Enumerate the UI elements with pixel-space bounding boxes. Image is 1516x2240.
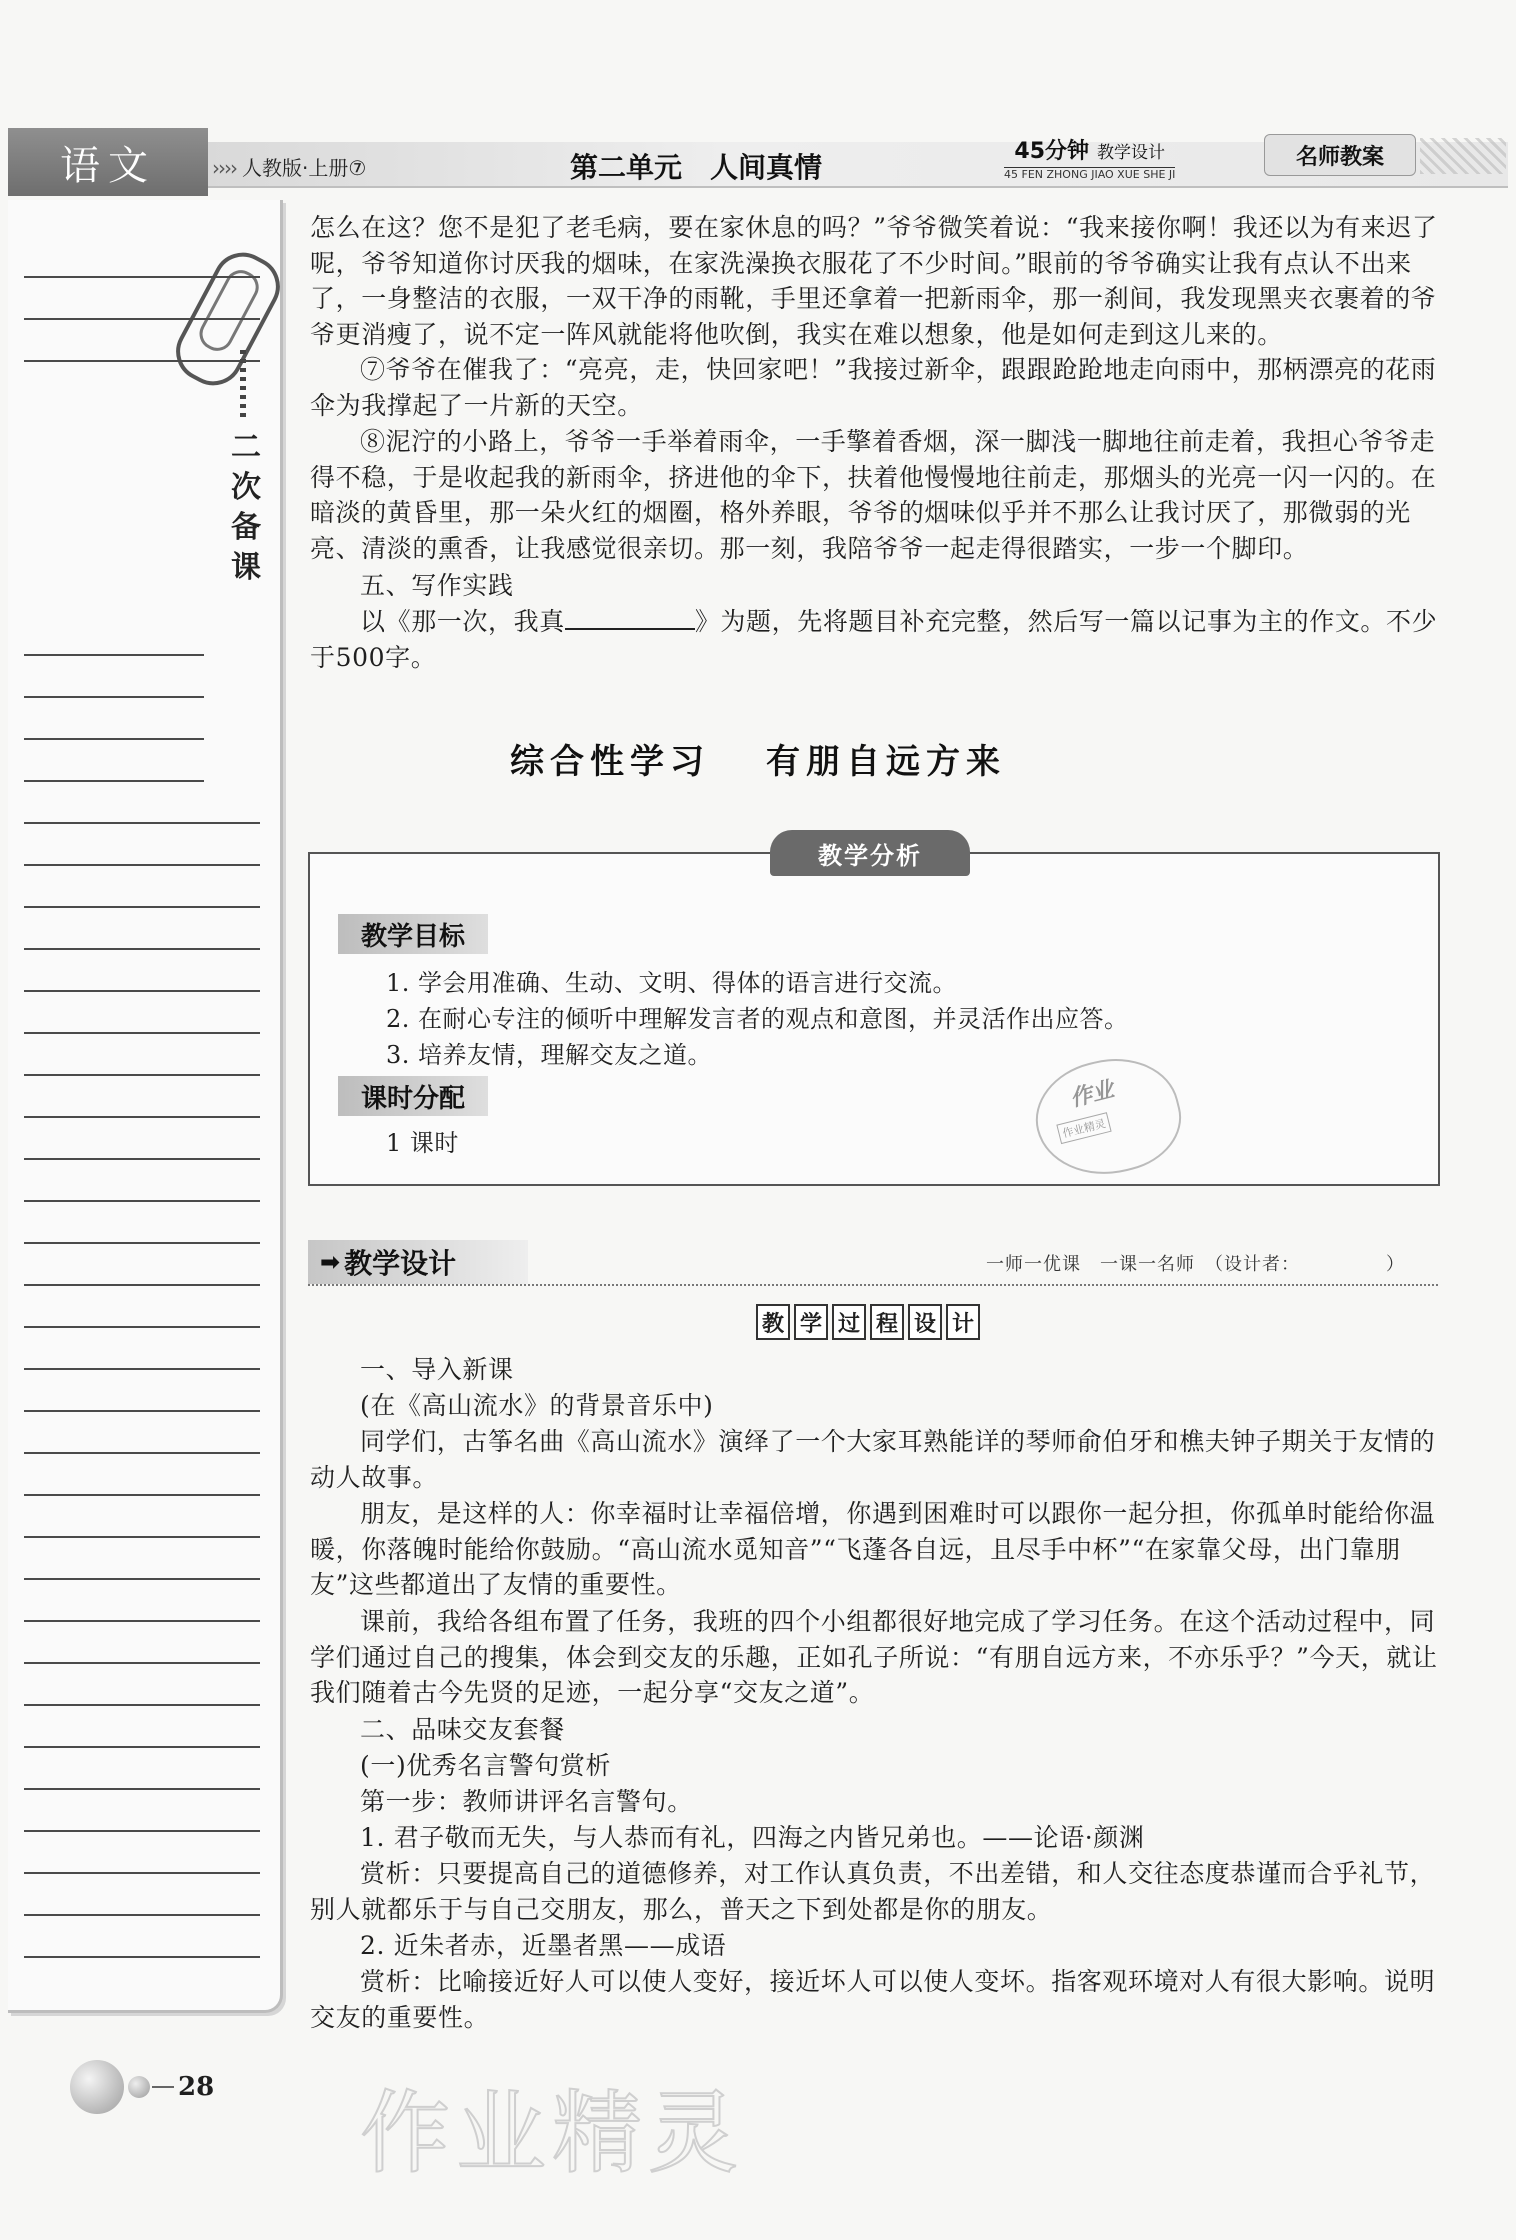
lesson-paragraph: 朋友，是这样的人：你幸福时让幸福倍增，你遇到困难时可以跟你一起分担，你孤单时能给你温暖，你落魄时能给你鼓励。“高山流水觅知音”“飞蓬各自远，且尽手中杯”“在家靠父母，出门靠朋友”这些都道出了友情的重要性。 xyxy=(310,1499,1436,1599)
lesson-paragraph: (在《高山流水》的背景音乐中) xyxy=(360,1391,714,1420)
lesson-paragraph: 赏析：只要提高自己的道德修养，对工作认真负责，不出差错，和人交往态度恭谨而合乎礼节，别人就都乐于与自己交朋友，那么，普天之下到处都是你的朋友。 xyxy=(310,1859,1436,1924)
note-line xyxy=(24,1284,260,1286)
section-title xyxy=(0,734,1516,783)
note-line xyxy=(24,1074,260,1076)
writing-prompt-start: 以《那一次，我真 xyxy=(360,607,565,636)
note-line xyxy=(24,1578,260,1580)
design-label-text: 教学设计 xyxy=(344,1247,457,1280)
periods-heading: 课时分配 xyxy=(338,1076,488,1116)
note-line xyxy=(24,1620,260,1622)
process-title-char: 设 xyxy=(908,1304,942,1340)
note-line xyxy=(24,1242,260,1244)
fill-in-blank xyxy=(565,606,695,630)
lesson-paragraph: 1. 君子敬而无失，与人恭而有礼，四海之内皆兄弟也。——论语·颜渊 xyxy=(360,1823,1145,1852)
note-line xyxy=(24,1116,260,1118)
note-line xyxy=(24,1452,260,1454)
subject-tab: 语文 xyxy=(8,128,208,196)
note-line xyxy=(24,1326,260,1328)
note-line xyxy=(24,1746,260,1748)
process-title-char: 教 xyxy=(756,1304,790,1340)
series-label: 名师教案 xyxy=(1264,134,1416,176)
goal-item: 3. 培养友情，理解交友之道。 xyxy=(386,1041,713,1069)
lesson-paragraph: 第一步：教师讲评名言警句。 xyxy=(360,1787,693,1816)
story-paragraph: 怎么在这？您不是犯了老毛病，要在家休息的吗？”爷爷微笑着说：“我来接你啊！我还以为有来迟了呢，爷爷知道你讨厌我的烟味，在家洗澡换衣服花了不少时间。”眼前的爷爷确实让我有点认不出来了，一身整洁的衣服，一双干净的雨靴，手里还拿着一把新雨伞，那一刹间，我发现黑夹衣裹着的爷爷更消瘦了，说不定一阵风就能将他吹倒，我实在难以想象，他是如何走到这儿来的。 xyxy=(310,213,1438,349)
note-line xyxy=(24,906,260,908)
brand-logo xyxy=(1004,134,1175,181)
process-title-char: 过 xyxy=(832,1304,866,1340)
process-title xyxy=(756,1304,980,1340)
edition-text: 人教版·上册⑦ xyxy=(242,156,367,180)
note-line xyxy=(24,360,260,362)
unit-title: 第二单元 人间真情 xyxy=(570,151,823,184)
design-slogan: 一师一优课 一课一名师 （设计者： ） xyxy=(986,1254,1405,1275)
note-line xyxy=(24,1410,260,1412)
note-line xyxy=(24,864,260,866)
note-line xyxy=(24,1200,260,1202)
arrow-line-icon xyxy=(152,2086,174,2088)
lesson-paragraph: 2. 近朱者赤，近墨者黑——成语 xyxy=(360,1931,727,1960)
chevron-arrows-icon: ›››› xyxy=(212,156,236,180)
notes-sidebar xyxy=(8,200,283,2013)
design-label xyxy=(308,1240,528,1284)
brand-main: 45分钟 xyxy=(1014,139,1090,164)
lesson-paragraph: 课前，我给各组布置了任务，我班的四个小组都很好地完成了学习任务。在这个活动过程中，同学们通过自己的搜集，体会到交友的乐趣，正如孔子所说：“有朋自远方来，不亦乐乎？”今天，就让我们随着古今先贤的足迹，一起分享“交友之道”。 xyxy=(310,1607,1438,1707)
note-line xyxy=(24,1788,260,1790)
process-title-char: 计 xyxy=(946,1304,980,1340)
note-line xyxy=(24,1872,260,1874)
lesson-paragraph: 赏析：比喻接近好人可以使人变好，接近坏人可以使人变坏。指客观环境对人有很大影响。说明交友的重要性。 xyxy=(310,1967,1436,2032)
page-number: 28 xyxy=(178,2072,215,2102)
edition-label xyxy=(212,152,366,181)
watermark: 作业精灵 xyxy=(360,2081,744,2186)
note-line xyxy=(24,822,260,824)
note-line xyxy=(24,1956,260,1958)
arrow-right-icon: ➡ xyxy=(320,1248,341,1276)
writing-prompt xyxy=(310,604,1440,675)
small-circle-icon xyxy=(128,2076,150,2098)
lesson-paragraph: (一)优秀名言警句赏析 xyxy=(360,1751,612,1780)
goal-item: 2. 在耐心专注的倾听中理解发言者的观点和意图，并灵活作出应答。 xyxy=(386,1005,1129,1033)
lesson-paragraph: 二、品味交友套餐 xyxy=(360,1715,565,1744)
note-line xyxy=(24,1536,260,1538)
note-line xyxy=(24,276,260,278)
page-header xyxy=(0,118,1516,198)
writing-heading: 五、写作实践 xyxy=(360,571,514,600)
note-line xyxy=(24,1704,260,1706)
note-line xyxy=(24,318,260,320)
story-paragraph: ⑦爷爷在催我了：“亮亮，走，快回家吧！”我接过新伞，跟跟跄跄地走向雨中，那柄漂亮的花雨伞为我撑起了一片新的天空。 xyxy=(310,355,1437,420)
brand-pinyin: 45 FEN ZHONG JIAO XUE SHE JI xyxy=(1004,168,1176,181)
note-line xyxy=(24,1662,260,1664)
sidebar-label: 二次备课 xyxy=(231,430,261,585)
note-line xyxy=(24,696,204,698)
note-line xyxy=(24,990,260,992)
note-line xyxy=(24,1914,260,1916)
decorative-pattern xyxy=(1420,138,1506,174)
note-line xyxy=(24,1830,260,1832)
stamp-main-text: 作业 xyxy=(1067,1077,1117,1113)
periods-value: 1 课时 xyxy=(386,1129,459,1157)
stamp-sub-text: 作业精灵 xyxy=(1056,1112,1111,1144)
section-title-right: 有朋自远方来 xyxy=(766,742,1006,782)
note-line xyxy=(24,654,204,656)
note-line xyxy=(24,1494,260,1496)
lesson-paragraph: 同学们，古筝名曲《高山流水》演绎了一个大家耳熟能详的琴师俞伯牙和樵夫钟子期关于友情的动人故事。 xyxy=(310,1427,1436,1492)
process-title-char: 程 xyxy=(870,1304,904,1340)
goals-heading: 教学目标 xyxy=(338,914,488,954)
lesson-paragraph: 一、导入新课 xyxy=(360,1355,514,1384)
analysis-badge: 教学分析 xyxy=(770,830,970,876)
note-line xyxy=(24,1158,260,1160)
writing-prompt-end: 》为题，先将题目补充完整，然后写一篇以记事为主的作文。不少于500字。 xyxy=(310,607,1438,672)
circle-icon xyxy=(70,2060,124,2114)
note-line xyxy=(24,948,260,950)
brand-sub: 教学设计 xyxy=(1097,143,1166,163)
process-title-char: 学 xyxy=(794,1304,828,1340)
story-paragraph: ⑧泥泞的小路上，爷爷一手举着雨伞，一手擎着香烟，深一脚浅一脚地往前走着，我担心爷爷走得不稳，于是收起我的新雨伞，挤进他的伞下，扶着他慢慢地往前走，那烟头的光亮一闪一闪的。在暗淡的黄昏里，那一朵火红的烟圈，格外养眼，爷爷的烟味似乎并不那么让我讨厌了，那微弱的光亮、清淡的熏香，让我感觉很亲切。那一刻，我陪爷爷一起走得很踏实，一步一个脚印。 xyxy=(310,427,1437,563)
note-line xyxy=(24,1368,260,1370)
section-title-left: 综合性学习 xyxy=(510,742,710,782)
goal-item: 1. 学会用准确、生动、文明、得体的语言进行交流。 xyxy=(386,969,958,997)
page-number-badge xyxy=(70,2060,214,2114)
note-line xyxy=(24,1032,260,1034)
